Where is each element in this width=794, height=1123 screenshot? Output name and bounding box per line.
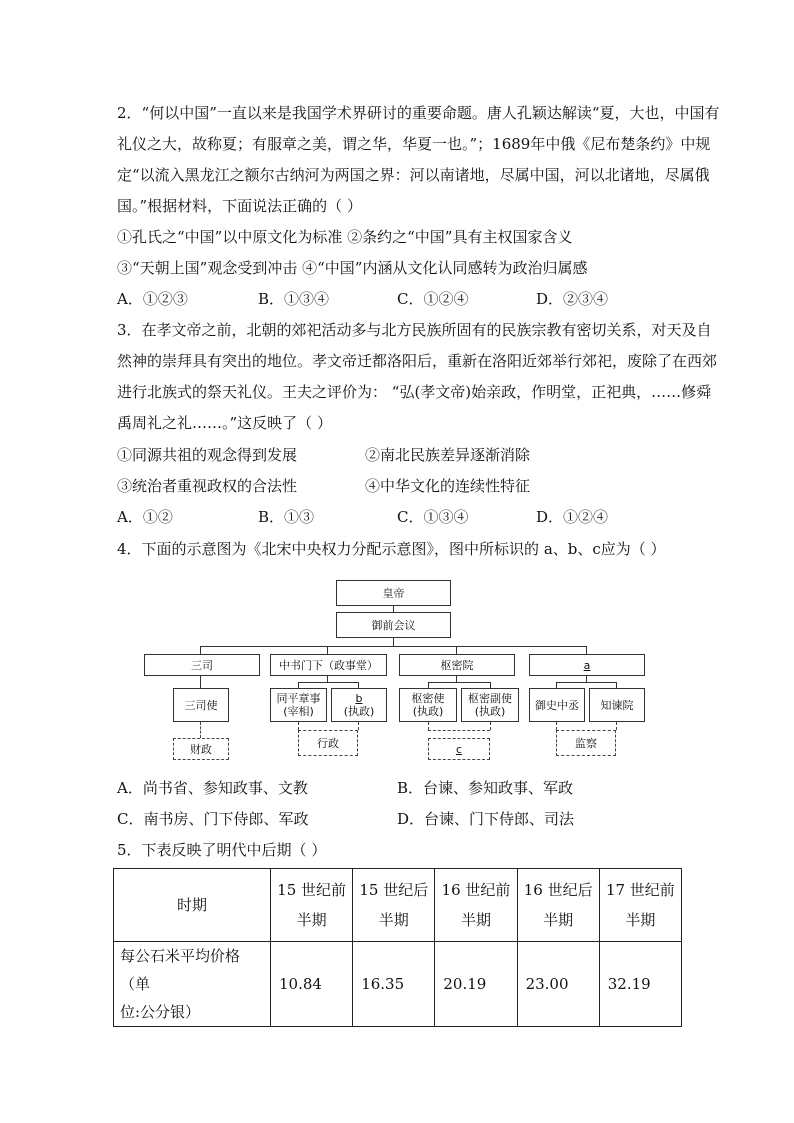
period-cell: 16 世纪后 半期 [517,869,599,942]
q2-statement-1-2: ①孔氏之“中国”以中原文化为标准 ②条约之“中国”具有主权国家含义 [117,228,573,246]
table-row [114,942,682,1027]
q3-line-1: 3．在孝文帝之前，北朝的郊祀活动多与北方民族所固有的民族宗教有密切关系，对天及自 [117,321,712,339]
c-box [428,738,490,760]
row-label: 每公石米平均价格（单 位:公分银） [114,942,271,1027]
connector [616,722,617,730]
rice-price-table [113,868,682,1027]
header-label: 时期 [114,869,271,942]
q3-statement-3: ③统治者重视政权的合法性 [117,477,298,495]
q4-option-c[interactable]: C．南书房、门下侍郎、军政 [117,810,309,828]
a-box [529,654,645,676]
fushi-sub: (执政) [474,705,506,718]
connector [200,646,586,647]
b-label: b [355,692,363,705]
q2-line-4: 国。”根据材料，下面说法正确的（ ） [117,197,362,215]
b-box [331,688,387,722]
connector [298,722,299,730]
council-box: 御前会议 [336,612,451,638]
shumishi-box [399,688,457,722]
connector [456,646,457,654]
c-label: c [455,742,463,756]
connector [428,682,490,683]
q3-statement-4: ④中华文化的连续性特征 [365,477,531,495]
q5-stem: 5．下表反映了明代中后期（ ） [117,841,327,859]
connector [358,722,359,730]
connector [327,646,328,654]
emperor-box: 皇帝 [336,580,451,606]
fushi-title: 枢密副使 [468,692,512,705]
connector [490,722,491,730]
table-header-row [114,869,682,942]
q2-option-c[interactable]: C．①②④ [397,290,469,308]
value-cell: 20.19 [435,942,517,1027]
shumi-fushi-box [461,688,519,722]
q2-option-d[interactable]: D．②③④ [536,290,609,308]
value-cell: 16.35 [353,942,435,1027]
q3-option-a[interactable]: A．①② [117,508,173,526]
connector [200,676,201,688]
q2-statement-3-4: ③“天朝上国”观念受到冲击 ④“中国”内涵从文化认同感转为政治归属感 [117,259,588,277]
song-power-diagram [143,578,655,764]
q3-option-b[interactable]: B．①③ [258,508,315,526]
caizheng-box: 财政 [173,738,229,760]
period-cell: 16 世纪前 半期 [435,869,517,942]
connector [200,722,201,738]
shumi-box: 枢密院 [399,654,515,676]
b-sub: (执政) [343,705,375,718]
zhijian-box: 知谏院 [589,688,645,722]
value-cell: 23.00 [517,942,599,1027]
connector [298,682,358,683]
q3-option-d[interactable]: D．①②④ [536,508,609,526]
yushi-box: 御史中丞 [529,688,585,722]
q3-line-3: 进行北族式的祭天礼仪。王夫之评价为： “弘(孝文帝)始亲政，作明堂，正祀典，……修舜 [117,383,712,401]
connector [428,730,490,731]
connector [556,722,557,730]
a-label: a [583,658,591,672]
sansi-box: 三司 [144,654,260,676]
q3-line-4: 禹周礼之礼……。”这反映了（ ） [117,414,332,432]
q2-line-3: 定“以流入黑龙江之额尔古纳河为两国之界：河以南诸地，尽属中国，河以北诸地，尽属俄 [117,166,710,184]
q3-statement-1: ①同源共祖的观念得到发展 [117,446,298,464]
sansi-shi-box: 三司使 [173,688,229,722]
zhongshu-box: 中书门下（政事堂） [270,654,387,676]
jiancha-box: 监察 [556,730,616,756]
connector [200,646,201,654]
q2-option-a[interactable]: A．①②③ [117,290,188,308]
period-cell: 17 世纪前 半期 [599,869,681,942]
tongping-box [270,688,327,722]
connector [556,682,616,683]
q4-option-a[interactable]: A．尚书省、参知政事、文教 [117,779,308,797]
connector [586,646,587,654]
period-cell: 15 世纪前 半期 [271,869,353,942]
q3-statement-2: ②南北民族差异逐渐消除 [365,446,531,464]
q4-option-d[interactable]: D．台谏、门下侍郎、司法 [397,810,575,828]
q4-option-b[interactable]: B．台谏、参知政事、军政 [397,779,574,797]
shumishi-title: 枢密使 [411,692,445,705]
connector [428,722,429,730]
q2-line-1: 2．“何以中国”一直以来是我国学术界研讨的重要命题。唐人孔颖达解读“夏，大也，中国有 [117,104,720,122]
tongping-sub: (宰相) [283,705,314,718]
q3-line-2: 然神的崇拜具有突出的地位。孝文帝迁都洛阳后，重新在洛阳近郊举行郊祀，废除了在西郊 [117,352,718,370]
connector [393,638,394,646]
period-cell: 15 世纪后 半期 [353,869,435,942]
q3-option-c[interactable]: C．①③④ [397,508,469,526]
value-cell: 32.19 [599,942,681,1027]
q4-stem: 4．下面的示意图为《北宋中央权力分配示意图》，图中所标识的 a、b、c应为（ ） [117,540,666,558]
value-cell: 10.84 [271,942,353,1027]
q2-option-b[interactable]: B．①③④ [258,290,330,308]
q2-line-2: 礼仪之大，故称夏；有服章之美，谓之华，华夏一也。”；1689年中俄《尼布楚条约》中规 [117,135,711,153]
tongping-title: 同平章事 [276,692,321,705]
shumishi-sub: (执政) [412,705,444,718]
xingzheng-box: 行政 [298,730,358,756]
